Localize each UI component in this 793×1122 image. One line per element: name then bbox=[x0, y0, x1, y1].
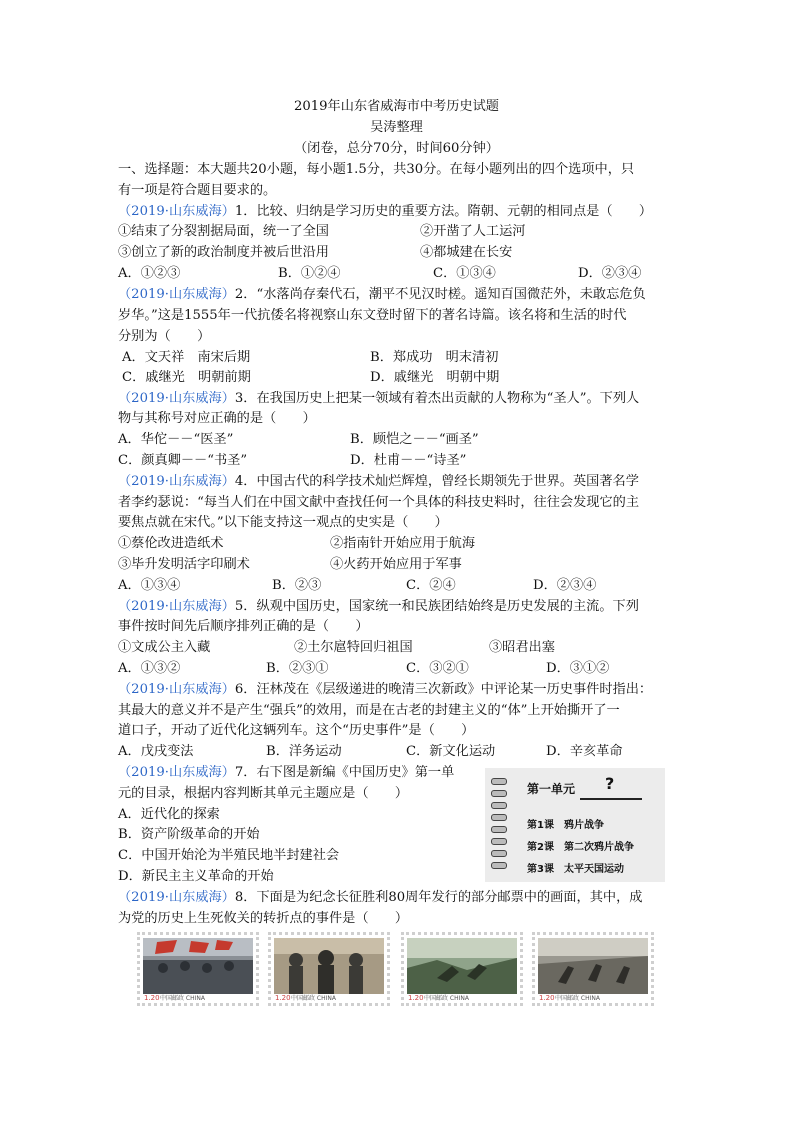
q4-stem-line2: 者李约瑟说：“每当人们在中国文献中查找任何一个具体的科技史料时，往往会发现它的主 bbox=[118, 495, 640, 510]
q5-stem-line1 bbox=[118, 597, 639, 617]
q7-option-d[interactable]: D．新民主主义革命的开始 bbox=[118, 869, 274, 884]
q6-option-b[interactable]: B．洋务运动 bbox=[266, 744, 342, 759]
exam-info: （闭卷，总分70分，时间60分钟） bbox=[294, 141, 499, 156]
q7-option-c[interactable]: C．中国开始沦为半殖民地半封建社会 bbox=[118, 848, 340, 863]
q5-option-d[interactable]: D．③①② bbox=[546, 661, 610, 676]
q1-option-a[interactable]: A．①②③ bbox=[118, 266, 181, 281]
q6-stem-line1 bbox=[118, 680, 652, 700]
q4-source: （2019·山东威海） bbox=[118, 474, 235, 489]
q6-option-d[interactable]: D．辛亥革命 bbox=[546, 744, 623, 759]
stamp-3-artwork bbox=[407, 938, 517, 994]
q1-statement-1: ①结束了分裂割据局面，统一了全国 bbox=[118, 224, 329, 239]
section-intro-line1: 一、选择题：本大题共20小题，每小题1.5分，共30分。在每小题列出的四个选项中，只 bbox=[118, 162, 635, 177]
q5-text: 5．纵观中国历史，国家统一和民族团结始终是历史发展的主流。下列 bbox=[234, 599, 639, 614]
q4-statement-1: ①蔡伦改进造纸术 bbox=[118, 536, 224, 551]
q8-source: （2019·山东威海） bbox=[118, 890, 235, 905]
q3-source: （2019·山东威海） bbox=[118, 391, 235, 406]
q3-option-b[interactable]: B．顾恺之－－“画圣” bbox=[350, 432, 479, 447]
q7-table-of-contents-image bbox=[485, 768, 665, 882]
q5-option-c[interactable]: C．③②① bbox=[406, 661, 469, 676]
q7-option-a[interactable]: A．近代化的探索 bbox=[118, 807, 220, 822]
q2-stem-line3: 分别为（ ） bbox=[118, 329, 211, 344]
q8-stamp-1[interactable] bbox=[137, 932, 259, 1006]
q2-stem-line2: 岁华。”这是1555年一代抗倭名将视察山东文登时留下的著名诗篇。该名将和生活的时代 bbox=[118, 308, 627, 323]
q3-text: 3．在我国历史上把某一领域有着杰出贡献的人物称为“圣人”。下列人 bbox=[234, 391, 640, 406]
stamp-1-artwork bbox=[143, 938, 253, 994]
q5-source: （2019·山东威海） bbox=[118, 599, 235, 614]
q7-option-b[interactable]: B．资产阶级革命的开始 bbox=[118, 827, 260, 842]
q6-option-a[interactable]: A．戊戌变法 bbox=[118, 744, 194, 759]
q2-text: 2．“水落尚存秦代石，潮平不见汉时槎。遥知百国微茫外，未敢忘危负 bbox=[234, 287, 646, 302]
q4-stem-line1 bbox=[118, 472, 639, 492]
q6-stem-line2: 其最大的意义并不是产生“强兵”的效用，而是在古老的封建主义的“体”上开始撕开了一 bbox=[118, 703, 620, 718]
q8-stamp-4[interactable] bbox=[532, 932, 654, 1006]
q5-option-b[interactable]: B．②③① bbox=[266, 661, 329, 676]
q7-image-lesson-2: 第2课 第二次鸦片战争 bbox=[527, 842, 634, 853]
stamp-3-value: 1.20 bbox=[408, 994, 424, 1002]
q3-option-d[interactable]: D．杜甫－－“诗圣” bbox=[350, 453, 467, 468]
exam-author: 吴涛整理 bbox=[370, 120, 423, 135]
q3-stem-line1 bbox=[118, 389, 639, 409]
q5-option-a[interactable]: A．①③② bbox=[118, 661, 181, 676]
q2-option-c[interactable]: C．戚继光 明朝前期 bbox=[122, 370, 251, 385]
q4-option-a[interactable]: A．①③④ bbox=[118, 578, 181, 593]
q7-image-question-mark: ? bbox=[605, 774, 615, 793]
q5-statement-2: ②土尔扈特回归祖国 bbox=[294, 640, 413, 655]
stamp-4-artwork bbox=[538, 938, 648, 994]
q2-option-d[interactable]: D．戚继光 明朝中期 bbox=[370, 370, 500, 385]
q7-source: （2019·山东威海） bbox=[118, 765, 235, 780]
q7-image-unit: 第一单元 bbox=[527, 782, 576, 796]
q3-stem-line2: 物与其称号对应正确的是（ ） bbox=[118, 411, 316, 426]
q1-text: 1．比较、归纳是学习历史的重要方法。隋朝、元朝的相同点是（ ） bbox=[234, 204, 653, 219]
q8-stamp-3[interactable] bbox=[401, 932, 523, 1006]
q4-statement-3: ③毕升发明活字印刷术 bbox=[118, 557, 250, 572]
q8-stem-line2: 为党的历史上生死攸关的转折点的事件是（ ） bbox=[118, 911, 409, 926]
q2-option-a[interactable]: A．文天祥 南宋后期 bbox=[122, 350, 251, 365]
q4-text: 4．中国古代的科学技术灿烂辉煌，曾经长期领先于世界。英国著名学 bbox=[234, 474, 639, 489]
q1-statement-3: ③创立了新的政治制度并被后世沿用 bbox=[118, 245, 329, 260]
q8-stamp-2[interactable] bbox=[268, 932, 390, 1006]
q7-stem-line2: 元的目录，根据内容判断其单元主题应是（ ） bbox=[118, 786, 409, 801]
q5-statement-1: ①文成公主入藏 bbox=[118, 640, 211, 655]
q7-image-lesson-3: 第3课 太平天国运动 bbox=[527, 864, 624, 875]
stamp-4-post: 中国邮政 CHINA bbox=[555, 995, 600, 1002]
section-intro-line2: 有一项是符合题目要求的。 bbox=[118, 183, 277, 198]
stamp-2-artwork bbox=[274, 938, 384, 994]
q6-text: 6．汪林茂在《层级递进的晚清三次新政》中评论某一历史事件时指出： bbox=[234, 682, 653, 697]
q1-stem bbox=[118, 202, 652, 222]
q4-statement-4: ④火药开始应用于军事 bbox=[330, 557, 462, 572]
q1-statement-4: ④都城建在长安 bbox=[420, 245, 513, 260]
q7-image-blank-line bbox=[580, 798, 642, 800]
q6-option-c[interactable]: C．新文化运动 bbox=[406, 744, 496, 759]
spiral-binding-icon bbox=[489, 774, 507, 876]
q4-option-b[interactable]: B．②③ bbox=[272, 578, 322, 593]
q2-option-b[interactable]: B．郑成功 明末清初 bbox=[370, 350, 499, 365]
stamp-2-post: 中国邮政 CHINA bbox=[291, 995, 336, 1002]
stamp-1-value: 1.20 bbox=[144, 994, 160, 1002]
q7-stem-line1 bbox=[118, 763, 454, 783]
q5-stem-line2: 事件按时间先后顺序排列正确的是（ ） bbox=[118, 619, 369, 634]
q4-stem-line3: 要焦点就在宋代。”以下能支持这一观点的史实是（ ） bbox=[118, 515, 448, 530]
q8-stem-line1 bbox=[118, 888, 643, 908]
exam-title: 2019年山东省威海市中考历史试题 bbox=[294, 99, 499, 114]
q4-statement-2: ②指南针开始应用于航海 bbox=[330, 536, 476, 551]
q3-option-a[interactable]: A．华佗－－“医圣” bbox=[118, 432, 234, 447]
stamp-3-post: 中国邮政 CHINA bbox=[424, 995, 469, 1002]
q5-statement-3: ③昭君出塞 bbox=[489, 640, 555, 655]
q6-stem-line3: 道口子，开动了近代化这辆列车。这个“历史事件”是（ ） bbox=[118, 723, 475, 738]
q1-source: （2019·山东威海） bbox=[118, 204, 235, 219]
q1-option-c[interactable]: C．①③④ bbox=[433, 266, 496, 281]
q2-source: （2019·山东威海） bbox=[118, 287, 235, 302]
q4-option-d[interactable]: D．②③④ bbox=[533, 578, 597, 593]
stamp-4-value: 1.20 bbox=[539, 994, 555, 1002]
q1-option-b[interactable]: B．①②④ bbox=[278, 266, 341, 281]
q2-stem-line1 bbox=[118, 285, 646, 305]
q7-image-lesson-1: 第1课 鸦片战争 bbox=[527, 820, 604, 831]
q8-text: 8．下面是为纪念长征胜利80周年发行的部分邮票中的画面，其中，成 bbox=[234, 890, 643, 905]
q1-option-d[interactable]: D．②③④ bbox=[578, 266, 642, 281]
q7-text: 7．右下图是新编《中国历史》第一单 bbox=[234, 765, 455, 780]
q3-option-c[interactable]: C．颜真卿－－“书圣” bbox=[118, 453, 248, 468]
q4-option-c[interactable]: C．②④ bbox=[406, 578, 456, 593]
stamp-1-post: 中国邮政 CHINA bbox=[160, 995, 205, 1002]
stamp-2-value: 1.20 bbox=[275, 994, 291, 1002]
q6-source: （2019·山东威海） bbox=[118, 682, 235, 697]
q1-statement-2: ②开凿了人工运河 bbox=[420, 224, 526, 239]
